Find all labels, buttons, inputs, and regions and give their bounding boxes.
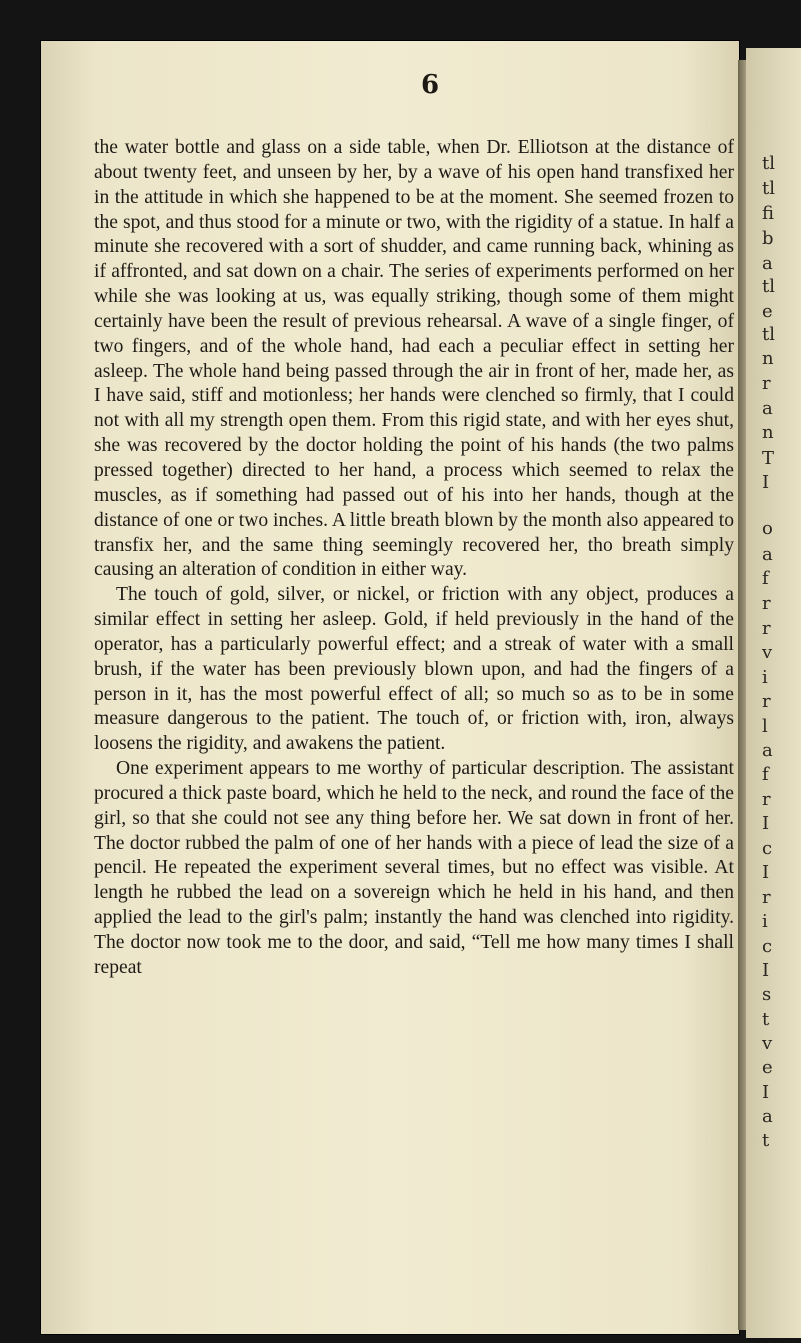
next-page-edge-letter: e bbox=[762, 301, 773, 322]
next-page-edge-letter: tl bbox=[762, 276, 775, 297]
next-page-edge-letter: I bbox=[762, 1082, 770, 1103]
page-number: 6 bbox=[420, 70, 440, 100]
next-page-edge-letter: n bbox=[762, 348, 774, 369]
book-spine-shadow bbox=[738, 60, 746, 1330]
next-page-edge-letter: tl bbox=[762, 178, 775, 199]
next-page-edge-letter: n bbox=[762, 422, 774, 443]
page-body bbox=[94, 136, 734, 981]
next-page-edge-letter: c bbox=[762, 838, 773, 859]
next-page-edge-letter: tl bbox=[762, 324, 775, 345]
book-page bbox=[40, 40, 740, 1335]
next-page-edge-letter: i bbox=[762, 667, 768, 688]
next-page-edge-letter: T bbox=[762, 448, 775, 469]
next-page-edge-letter: v bbox=[762, 1033, 773, 1054]
next-page-edge-letter: v bbox=[762, 642, 773, 663]
next-page-edge-letter: a bbox=[762, 253, 773, 274]
next-page-edge bbox=[746, 48, 801, 1338]
next-page-edge-letter: r bbox=[762, 373, 771, 394]
next-page-edge-letter: r bbox=[762, 593, 771, 614]
next-page-edge-letter: a bbox=[762, 1106, 773, 1127]
next-page-edge-letter: i bbox=[762, 911, 768, 932]
paragraph: the water bottle and glass on a side table, when Dr. Elliotson at the distance of about twenty feet, and unseen by her, by a wave of his open hand transfixed her in the attitude in which she happened to be at the moment. She seemed frozen to the spot, and thus stood for a minute or two, with the rigidity of a statue. In half a minute she recovered with a sort of shudder, and came running back, whining as if affronted, and sat down on a chair. The series of experiments performed on her while she was looking at us, was equally striking, though some of them might certainly have been the result of previous rehearsal. A wave of a single finger, of two fingers, and of the whole hand, had each a peculiar effect in setting her asleep. The whole hand being passed through the air in front of her, made her, as I have said, stiff and motionless; her hands were clenched so firmly, that I could not with all my strength open them. From this rigid state, and with her eyes shut, she was recovered by the doctor holding the point of his hands (the two palms pressed together) directed to her hand, a process which seemed to relax the muscles, as if something had passed out of his into her hands, though at the distance of one or two inches. A little breath blown by the month also appeared to transfix her, and the same thing seemingly recovered her, tho breath simply causing an alteration of condition in either way. bbox=[94, 137, 734, 581]
next-page-edge-letter: a bbox=[762, 544, 773, 565]
next-page-edge-letter: I bbox=[762, 960, 770, 981]
next-page-edge-letter: e bbox=[762, 1057, 773, 1078]
next-page-edge-letter: f bbox=[762, 568, 769, 589]
next-page-edge-letter: a bbox=[762, 740, 773, 761]
next-page-edge-letter: b bbox=[762, 228, 774, 249]
next-page-edge-letter: c bbox=[762, 936, 773, 957]
next-page-edge-letter: I bbox=[762, 472, 770, 493]
next-page-edge-letter: I bbox=[762, 813, 770, 834]
paragraph: One experiment appears to me worthy of particular description. The assistant procured a thick paste board, which he held to the neck, and round the face of the girl, so that she could not see any thing before her. We sat down in front of her. The doctor rubbed the palm of one of her hands with a piece of lead the size of a pencil. He repeated the experiment several times, but no effect was visible. At length he rubbed the lead on a sovereign which he held in his hand, and then applied the lead to the girl's palm; instantly the hand was clenched into rigidity. The doctor now took me to the door, and said, “Tell me how many times I shall repeat bbox=[94, 758, 734, 978]
next-page-edge-letter: f bbox=[762, 764, 769, 785]
next-page-edge-letter: r bbox=[762, 618, 771, 639]
next-page-edge-letter: I bbox=[762, 862, 770, 883]
next-page-edge-letter: tl bbox=[762, 153, 775, 174]
next-page-edge-letter: s bbox=[762, 984, 772, 1005]
next-page-edge-letter: r bbox=[762, 887, 771, 908]
next-page-edge-letter: t bbox=[762, 1009, 770, 1030]
next-page-edge-letter: a bbox=[762, 398, 773, 419]
next-page-edge-letter: t bbox=[762, 1130, 770, 1151]
next-page-edge-letter: r bbox=[762, 789, 771, 810]
next-page-edge-letter: l bbox=[762, 716, 768, 737]
next-page-edge-letter: r bbox=[762, 691, 771, 712]
next-page-edge-letter: fi bbox=[762, 203, 775, 224]
paragraph: The touch of gold, silver, or nickel, or friction with any object, produces a similar effect in setting her asleep. Gold, if held previously in the hand of the operator, has a particularly powerful effect; and a streak of water with a small brush, if the water has been previously blown upon, and had the fingers of a person in it, has the most powerful effect of all; so much so as to be in some measure dangerous to the patient. The touch of, or friction with, iron, always loosens the rigidity, and awakens the patient. bbox=[94, 584, 734, 755]
next-page-edge-letter: o bbox=[762, 518, 773, 539]
